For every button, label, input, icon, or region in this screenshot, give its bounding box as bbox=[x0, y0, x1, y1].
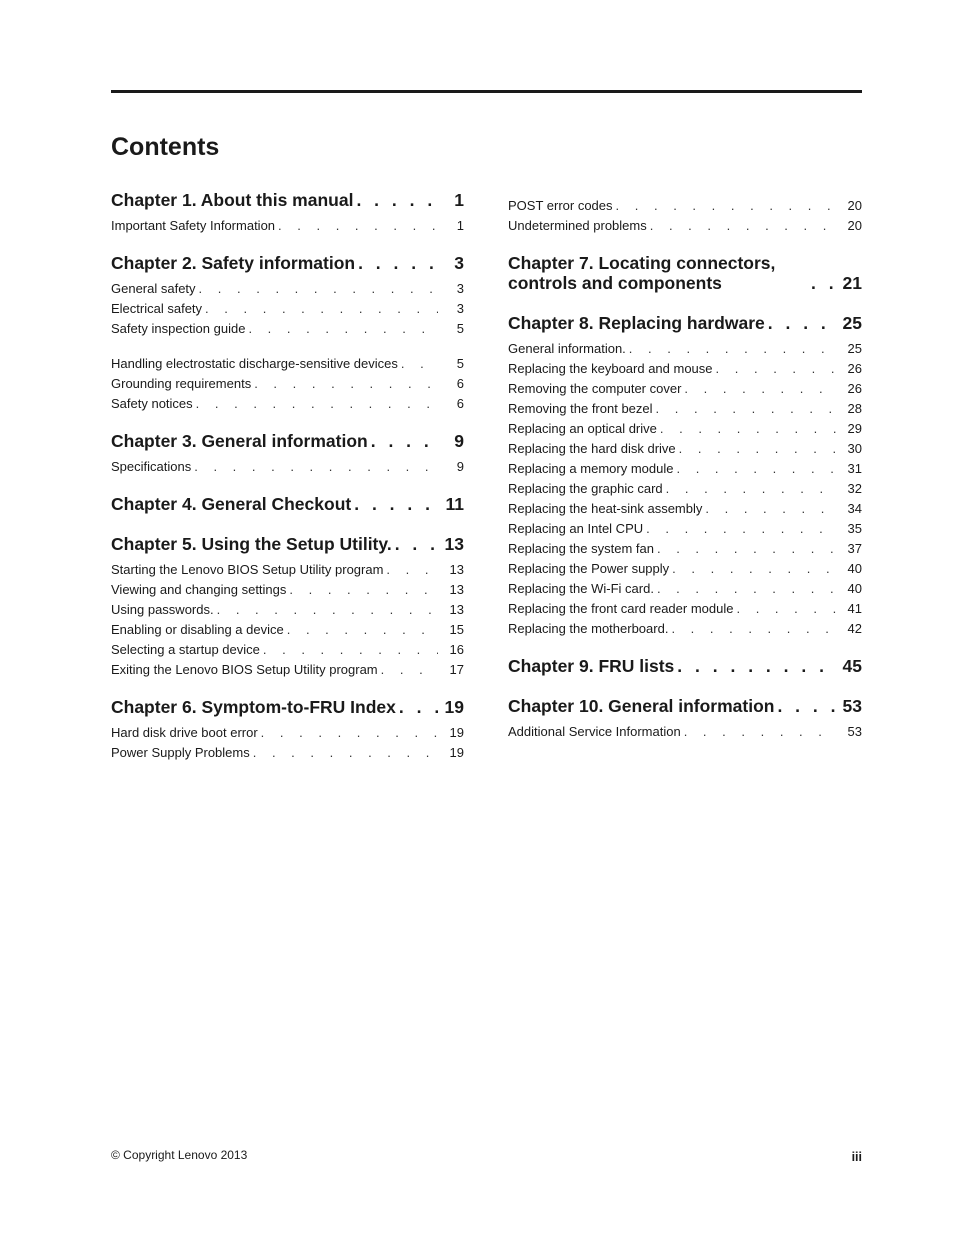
dot-leader bbox=[765, 313, 836, 333]
toc-entry-title: Selecting a startup device bbox=[111, 642, 260, 657]
toc-entry-title: Replacing an optical drive bbox=[508, 421, 657, 436]
toc-chapter bbox=[111, 253, 464, 411]
toc-entry-page: 53 bbox=[847, 724, 862, 739]
dot-leader bbox=[669, 561, 836, 576]
toc-entry-page: 1 bbox=[456, 218, 464, 233]
toc-entry-page: 5 bbox=[456, 356, 464, 371]
toc-entry-page: 32 bbox=[847, 481, 862, 496]
toc-entry-title: Exiting the Lenovo BIOS Setup Utility program bbox=[111, 662, 378, 677]
toc-entry[interactable] bbox=[111, 213, 464, 233]
toc-chapter-page: 19 bbox=[444, 697, 464, 717]
toc-chapter-heading[interactable] bbox=[508, 253, 862, 293]
toc-right-chapters bbox=[508, 253, 862, 739]
dot-leader bbox=[245, 321, 438, 336]
toc-entry[interactable] bbox=[508, 456, 862, 476]
dot-leader bbox=[258, 725, 438, 740]
dot-leader bbox=[193, 396, 438, 411]
toc-chapter-title: Chapter 4. General Checkout bbox=[111, 494, 352, 514]
dot-leader bbox=[392, 534, 438, 554]
dot-leader bbox=[275, 218, 438, 233]
toc-chapter-heading[interactable] bbox=[508, 656, 862, 676]
toc-entry-page: 26 bbox=[847, 361, 862, 376]
toc-entry-title: Using passwords. bbox=[111, 602, 214, 617]
dot-leader bbox=[626, 341, 836, 356]
toc-entry[interactable] bbox=[111, 336, 464, 371]
toc-entry-title: Removing the front bezel bbox=[508, 401, 653, 416]
toc-chapter bbox=[508, 253, 862, 293]
toc-entry-page: 31 bbox=[847, 461, 862, 476]
dot-leader bbox=[668, 621, 836, 636]
toc-entry-title: Handling electrostatic discharge-sensitive devices bbox=[111, 356, 398, 371]
toc-entry-list bbox=[111, 454, 464, 474]
toc-chapter-title: Chapter 5. Using the Setup Utility. bbox=[111, 534, 392, 554]
toc-entry[interactable] bbox=[508, 213, 862, 233]
dot-leader bbox=[673, 461, 836, 476]
dot-leader bbox=[613, 198, 836, 213]
toc-entry[interactable] bbox=[111, 617, 464, 637]
toc-entry-title: General safety bbox=[111, 281, 196, 296]
dot-leader bbox=[378, 662, 438, 677]
toc-chapter-heading[interactable] bbox=[111, 253, 464, 273]
toc-chapter-heading[interactable] bbox=[508, 696, 862, 716]
dot-leader bbox=[647, 218, 836, 233]
toc-entry-page: 20 bbox=[847, 218, 862, 233]
toc-chapter bbox=[508, 313, 862, 636]
toc-chapter-page: 45 bbox=[842, 656, 862, 676]
dot-leader bbox=[368, 431, 438, 451]
toc-entry[interactable] bbox=[508, 616, 862, 636]
toc-entry[interactable] bbox=[508, 376, 862, 396]
toc-entry-title: Enabling or disabling a device bbox=[111, 622, 284, 637]
toc-entry-title: Safety notices bbox=[111, 396, 193, 411]
toc-entry[interactable] bbox=[508, 356, 862, 376]
toc-chapter-page: 3 bbox=[454, 253, 464, 273]
toc-entry[interactable] bbox=[111, 637, 464, 657]
toc-entry-list bbox=[111, 276, 464, 411]
toc-entry-page: 6 bbox=[456, 396, 464, 411]
toc-chapter-title: Chapter 1. About this manual bbox=[111, 190, 354, 210]
toc-entry[interactable] bbox=[111, 454, 464, 474]
toc-entry-title: Replacing the Power supply bbox=[508, 561, 670, 576]
toc-chapter-page: 13 bbox=[444, 534, 464, 554]
dot-leader bbox=[355, 253, 438, 273]
toc-entry[interactable] bbox=[508, 536, 862, 556]
toc-entry[interactable] bbox=[111, 557, 464, 577]
dot-leader bbox=[676, 441, 836, 456]
toc-entry-page: 9 bbox=[456, 459, 464, 474]
top-rule bbox=[111, 90, 862, 93]
toc-chapter bbox=[111, 431, 464, 474]
toc-chapter bbox=[111, 190, 464, 233]
toc-entry-page: 3 bbox=[456, 281, 464, 296]
toc-entry-page: 13 bbox=[449, 602, 464, 617]
toc-chapter-page: 21 bbox=[842, 273, 862, 293]
toc-entry[interactable] bbox=[508, 719, 862, 739]
toc-entry-title: Safety inspection guide bbox=[111, 321, 246, 336]
toc-entry-page: 40 bbox=[847, 561, 862, 576]
toc-entry[interactable] bbox=[508, 596, 862, 616]
dot-leader bbox=[250, 745, 438, 760]
toc-entry-page: 13 bbox=[449, 582, 464, 597]
toc-entry-title: Electrical safety bbox=[111, 301, 203, 316]
toc-left-column bbox=[111, 190, 464, 760]
toc-entry-title: Replacing a memory module bbox=[508, 461, 674, 476]
toc-entry-list bbox=[111, 720, 464, 760]
toc-chapter-title: Chapter 10. General information bbox=[508, 696, 775, 716]
toc-chapter-heading[interactable] bbox=[111, 534, 464, 554]
toc-entry-page: 29 bbox=[847, 421, 862, 436]
toc-entry[interactable] bbox=[111, 296, 464, 316]
dot-leader bbox=[284, 622, 438, 637]
dot-leader bbox=[713, 361, 836, 376]
toc-chapter-title: Chapter 7. Locating connectors, controls and components bbox=[508, 253, 776, 293]
dot-leader bbox=[663, 481, 836, 496]
toc-chapter-page: 9 bbox=[454, 431, 464, 451]
dot-leader bbox=[681, 381, 836, 396]
dot-leader bbox=[191, 459, 438, 474]
toc-chapter-title: Chapter 9. FRU lists bbox=[508, 656, 675, 676]
dot-leader bbox=[383, 562, 438, 577]
toc-entry-title: Replacing the keyboard and mouse bbox=[508, 361, 713, 376]
dot-leader bbox=[202, 301, 438, 316]
toc-entry[interactable] bbox=[508, 396, 862, 416]
toc-entry[interactable] bbox=[508, 476, 862, 496]
toc-entry-title: Replacing the graphic card bbox=[508, 481, 663, 496]
dot-leader bbox=[674, 656, 836, 676]
toc-entry[interactable] bbox=[111, 391, 464, 411]
page-title: Contents bbox=[111, 133, 220, 161]
toc-chapter-title: Chapter 6. Symptom-to-FRU Index bbox=[111, 697, 396, 717]
dot-leader bbox=[653, 401, 836, 416]
toc-chapter-heading[interactable] bbox=[111, 697, 464, 717]
toc-entry-title: Hard disk drive boot error bbox=[111, 725, 258, 740]
toc-chapter bbox=[111, 494, 464, 514]
dot-leader bbox=[398, 356, 438, 371]
dot-leader bbox=[654, 541, 836, 556]
toc-entry[interactable] bbox=[508, 436, 862, 456]
toc-entry-page: 16 bbox=[449, 642, 464, 657]
toc-entry-page: 5 bbox=[456, 321, 464, 336]
toc-chapter-page: 1 bbox=[454, 190, 464, 210]
dot-leader bbox=[808, 273, 836, 293]
toc-entry[interactable] bbox=[111, 657, 464, 677]
toc-chapter-heading[interactable] bbox=[111, 431, 464, 451]
toc-entry-title: Grounding requirements bbox=[111, 376, 252, 391]
toc-entry-list bbox=[111, 557, 464, 677]
toc-chapter-heading[interactable] bbox=[111, 190, 464, 210]
toc-entry-page: 19 bbox=[449, 745, 464, 760]
toc-chapter-page: 53 bbox=[842, 696, 862, 716]
toc-entry-page: 6 bbox=[456, 376, 464, 391]
toc-chapter bbox=[111, 534, 464, 677]
toc-entry-page: 13 bbox=[449, 562, 464, 577]
toc-entry-page: 34 bbox=[847, 501, 862, 516]
toc-entry-page: 25 bbox=[847, 341, 862, 356]
toc-entry[interactable] bbox=[111, 740, 464, 760]
toc-chapter-page: 25 bbox=[842, 313, 862, 333]
toc-entry-title: Replacing the system fan bbox=[508, 541, 654, 556]
toc-entry-page: 15 bbox=[449, 622, 464, 637]
dot-leader bbox=[251, 376, 438, 391]
toc-entry-title: Power Supply Problems bbox=[111, 745, 250, 760]
toc-entry-list bbox=[111, 213, 464, 233]
toc-entry[interactable] bbox=[508, 336, 862, 356]
toc-chapter-heading[interactable] bbox=[111, 494, 464, 514]
toc-entry[interactable] bbox=[508, 496, 862, 516]
toc-entry-title: Additional Service Information bbox=[508, 724, 681, 739]
toc-chapter-page: 11 bbox=[445, 494, 464, 514]
page-number: iii bbox=[851, 1150, 862, 1164]
toc-chapter-title: Chapter 3. General information bbox=[111, 431, 368, 451]
toc-entry-page: 37 bbox=[847, 541, 862, 556]
toc-entry-title: Important Safety Information bbox=[111, 218, 276, 233]
toc-entry-title: Replacing the front card reader module bbox=[508, 601, 734, 616]
toc-chapter bbox=[508, 696, 862, 739]
toc-right-column bbox=[508, 193, 862, 739]
toc-entry-title: Replacing the Wi-Fi card. bbox=[508, 581, 654, 596]
toc-entry[interactable] bbox=[111, 276, 464, 296]
toc-entry[interactable] bbox=[111, 597, 464, 617]
toc-entry-title: Replacing the heat-sink assembly bbox=[508, 501, 703, 516]
toc-entry-page: 26 bbox=[847, 381, 862, 396]
toc-entry[interactable] bbox=[111, 720, 464, 740]
toc-entry[interactable] bbox=[111, 371, 464, 391]
dot-leader bbox=[396, 697, 438, 717]
toc-entry-title: Replacing the hard disk drive bbox=[508, 441, 676, 456]
dot-leader bbox=[643, 521, 836, 536]
toc-entry-page: 30 bbox=[847, 441, 862, 456]
toc-entry[interactable] bbox=[111, 577, 464, 597]
toc-entry-title: Starting the Lenovo BIOS Setup Utility program bbox=[111, 562, 384, 577]
toc-entry-page: 19 bbox=[449, 725, 464, 740]
dot-leader bbox=[214, 602, 438, 617]
dot-leader bbox=[657, 421, 836, 436]
toc-entry-title: Replacing an Intel CPU bbox=[508, 521, 644, 536]
toc-entry-page: 28 bbox=[847, 401, 862, 416]
dot-leader bbox=[286, 582, 438, 597]
dot-leader bbox=[353, 190, 438, 210]
dot-leader bbox=[260, 642, 438, 657]
toc-entry-page: 41 bbox=[847, 601, 862, 616]
toc-entry-title: General information. bbox=[508, 341, 626, 356]
toc-entry-page: 20 bbox=[847, 198, 862, 213]
toc-chapter-heading[interactable] bbox=[508, 313, 862, 333]
toc-entry-title: Removing the computer cover bbox=[508, 381, 682, 396]
toc-chapter bbox=[508, 656, 862, 676]
copyright-notice: © Copyright Lenovo 2013 bbox=[111, 1148, 248, 1162]
toc-entry-page: 42 bbox=[847, 621, 862, 636]
toc-entry-page: 40 bbox=[847, 581, 862, 596]
dot-leader bbox=[654, 581, 836, 596]
toc-continued-entries bbox=[508, 193, 862, 233]
toc-entry-list bbox=[508, 719, 862, 739]
toc-entry[interactable] bbox=[508, 193, 862, 213]
dot-leader bbox=[681, 724, 836, 739]
toc-entry-title: Undetermined problems bbox=[508, 218, 647, 233]
toc-entry[interactable] bbox=[111, 316, 464, 336]
toc-chapter bbox=[111, 697, 464, 760]
toc-entry-list bbox=[508, 336, 862, 636]
dot-leader bbox=[351, 494, 438, 514]
toc-entry[interactable] bbox=[508, 576, 862, 596]
dot-leader bbox=[774, 696, 836, 716]
toc-entry[interactable] bbox=[508, 416, 862, 436]
toc-entry-title: POST error codes bbox=[508, 198, 613, 213]
toc-entry[interactable] bbox=[508, 516, 862, 536]
dot-leader bbox=[702, 501, 836, 516]
toc-entry-title: Viewing and changing settings bbox=[111, 582, 287, 597]
toc-entry-page: 35 bbox=[847, 521, 862, 536]
toc-entry-title: Specifications bbox=[111, 459, 192, 474]
toc-entry[interactable] bbox=[508, 556, 862, 576]
dot-leader bbox=[733, 601, 836, 616]
toc-entry-title: Replacing the motherboard. bbox=[508, 621, 669, 636]
toc-chapter-title: Chapter 8. Replacing hardware bbox=[508, 313, 765, 333]
dot-leader bbox=[196, 281, 438, 296]
toc-entry-page: 3 bbox=[456, 301, 464, 316]
toc-entry-page: 17 bbox=[449, 662, 464, 677]
toc-chapter-title: Chapter 2. Safety information bbox=[111, 253, 356, 273]
